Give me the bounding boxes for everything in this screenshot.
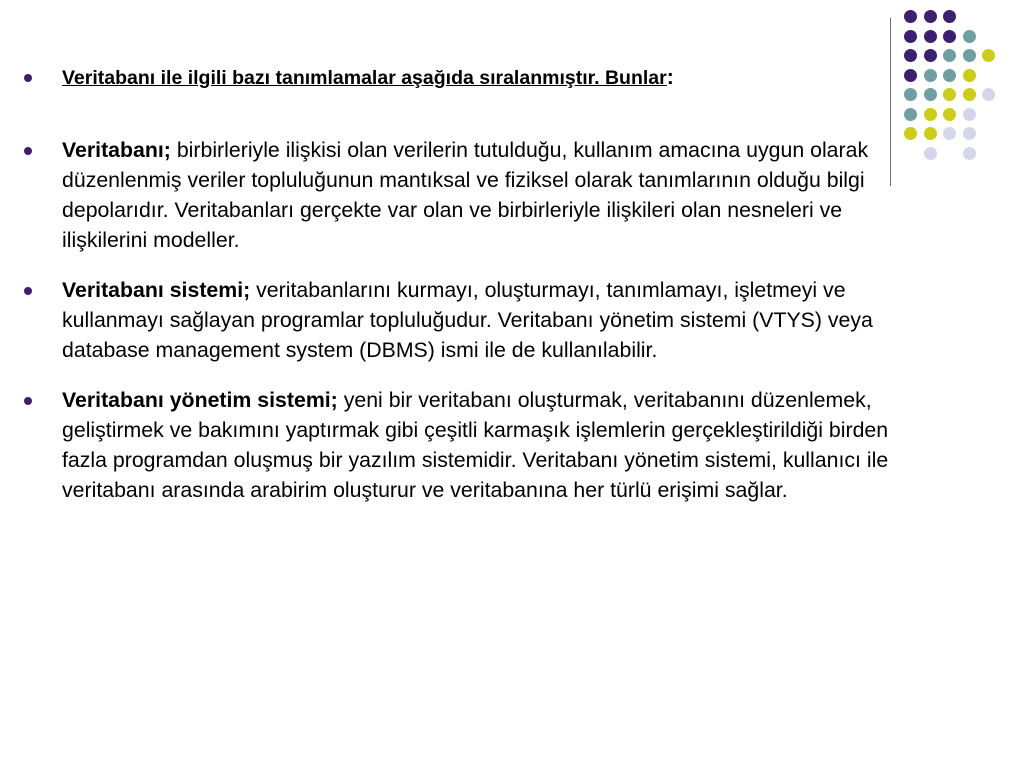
intro-colon: : — [666, 65, 674, 89]
decorative-dot — [963, 127, 976, 140]
definition-body: birbirleriyle ilişkisi olan verilerin tutulduğu, kullanım amacına uygun olarak düzenlenmiş veriler topluluğunun mantıksal ve fiziksel olarak tanımlarının olduğu bilgi depolarıdır. Veritabanları gerçekte var olan ve birbirleriyle ilişkileri olan nesneleri ve ilişkilerini modeller. — [62, 138, 869, 252]
decorative-dot — [924, 69, 937, 82]
decorative-dot — [943, 49, 956, 62]
decorative-dot — [963, 88, 976, 101]
decorative-dot — [963, 49, 976, 62]
decorative-dot — [924, 88, 937, 101]
definition-term: Veritabanı; — [62, 138, 171, 162]
decorative-dot — [904, 30, 917, 43]
bullet-icon — [24, 147, 32, 155]
decorative-dot — [943, 69, 956, 82]
decorative-dot — [943, 127, 956, 140]
intro-text: Veritabanı ile ilgili bazı tanımlamalar aşağıda sıralanmıştır. Bunlar — [62, 67, 667, 89]
decorative-dot — [963, 69, 976, 82]
bullet-icon — [24, 287, 32, 295]
decorative-dot — [943, 108, 956, 121]
definition-body: yeni bir veritabanı oluşturmak, veritabanını düzenlemek, geliştirmek ve bakımını yaptırmak gibi çeşitli karmaşık işlemlerin gerçekleştirildiği birden fazla programdan oluşmuş bir yazılım sistemidir. Veritabanı yönetim sistemi, kullanıcı ile veritabanı arasında arabirim oluşturur ve veritabanına her türlü erişimi sağlar. — [62, 388, 889, 502]
decorative-dot — [963, 108, 976, 121]
decorative-dot — [943, 88, 956, 101]
decorative-dot — [943, 30, 956, 43]
decorative-dot — [943, 10, 956, 23]
decorative-dot — [924, 49, 937, 62]
bullet-icon — [24, 397, 32, 405]
definition-bullet-veritabani-sistemi — [22, 275, 922, 365]
decorative-dot — [924, 108, 937, 121]
decorative-dot — [963, 30, 976, 43]
decorative-dot — [924, 127, 937, 140]
definition-bullet-vtys — [22, 385, 922, 505]
decorative-dot — [904, 49, 917, 62]
decorative-dot — [982, 49, 995, 62]
bullet-icon — [24, 74, 32, 82]
decorative-dot — [904, 10, 917, 23]
decorative-dot — [963, 147, 976, 160]
definition-body: veritabanlarını kurmayı, oluşturmayı, tanımlamayı, işletmeyi ve kullanmayı sağlayan programlar topluluğudur. Veritabanı yönetim sistemi (VTYS) veya database management system (DBMS) ismi ile de kullanılabilir. — [62, 278, 873, 362]
decorative-dot — [924, 30, 937, 43]
definition-term: Veritabanı yönetim sistemi; — [62, 388, 338, 412]
decorative-dot — [924, 10, 937, 23]
intro-bullet — [22, 62, 922, 93]
slide-content — [22, 62, 922, 505]
decorative-dot — [924, 147, 937, 160]
definition-term: Veritabanı sistemi; — [62, 278, 251, 302]
decorative-dot — [982, 88, 995, 101]
definition-bullet-veritabani — [22, 135, 922, 255]
